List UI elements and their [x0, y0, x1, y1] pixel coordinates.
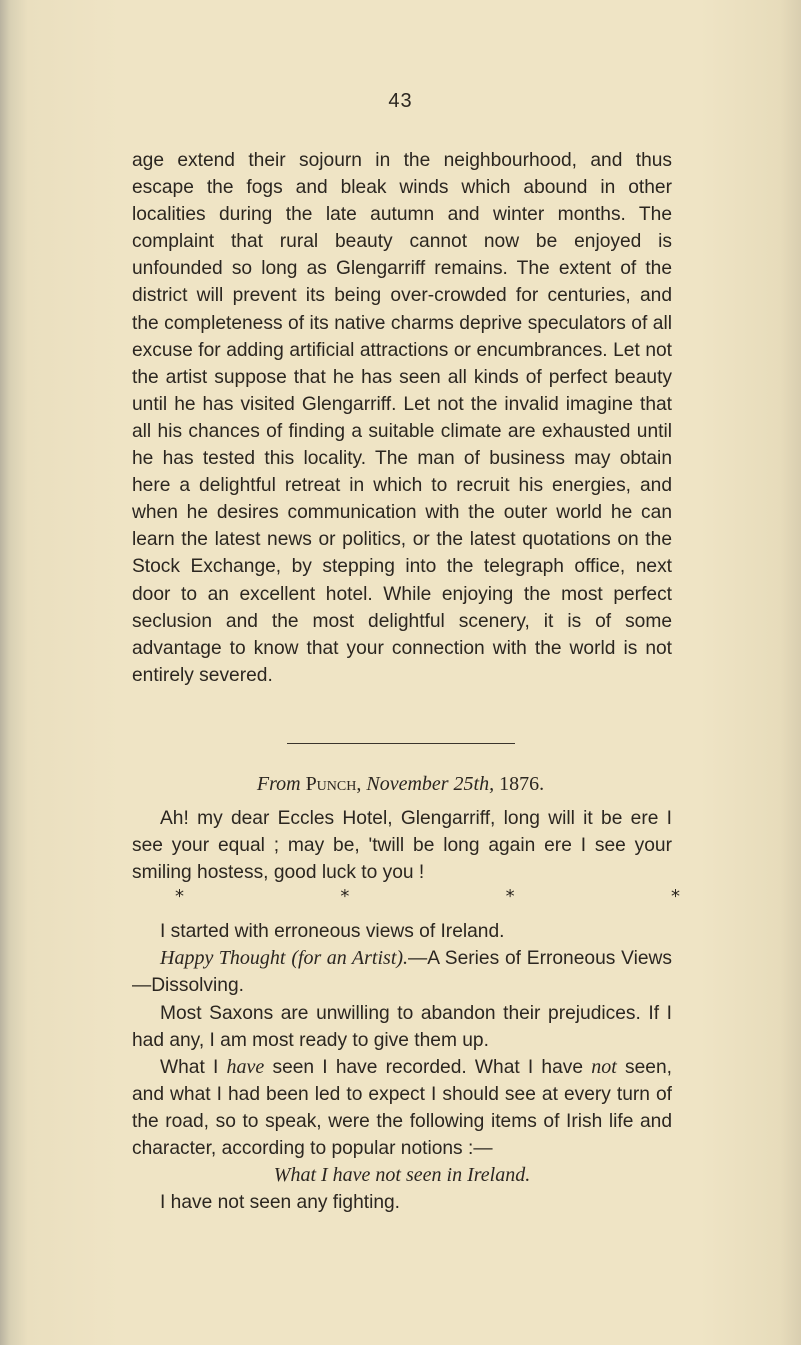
- what-part-1: What I: [160, 1056, 219, 1078]
- what-part-3: seen, and what I had been led to expect I should see at every turn of the road, so to speak, were the following items of Irish life and character, according to popular notions :—: [132, 1056, 672, 1160]
- body-text-bottom: [132, 805, 680, 1216]
- heading-from: From: [256, 773, 301, 795]
- what-have: have: [226, 1055, 265, 1078]
- happy-thought-title: Happy Thought: [160, 947, 286, 970]
- paragraph-what-i-have: [132, 1054, 672, 1162]
- what-part-2: seen I have recorded. What I have: [272, 1056, 584, 1078]
- section-heading: [0, 773, 801, 796]
- paragraph-saxons: Most Saxons are unwilling to abandon their prejudices. If I had any, I am most ready to give them up.: [132, 1002, 672, 1051]
- star-3: *: [505, 886, 515, 908]
- subheading-not-seen: What I have not seen in Ireland.: [273, 1164, 531, 1187]
- heading-date: November 25th,: [366, 773, 495, 795]
- paragraph-started: I started with erroneous views of Ireland.: [160, 921, 505, 943]
- paragraph-glengarriff: age extend their sojourn in the neighbourhood, and thus escape the fogs and bleak winds which abound in other localities during the late autumn and winter months. The complaint that rural beauty cannot now be enjoyed is unfounded so long as Glengarriff remains. The extent of the district will prevent its being over-crowded for centuries, and the completeness of its native charms deprive speculators of all excuse for adding artificial attractions or encumbrances. Let not the artist suppose that he has seen all kinds of perfect beauty until he has visited Glengarriff. Let not the invalid imagine that all his chances of finding a suitable climate are exhausted until he has tested this locality. The man of business may obtain here a delightful retreat in which to recruit his energies, and when he desires communication with the outer world he can learn the latest news or politics, or the latest quotations on the Stock Exchange, by stepping into the telegraph office, next door to an excellent hotel. While enjoying the most perfect seclusion and the most delightful scenery, it is of some advantage to know that your connection with the world is not entirely severed.: [132, 150, 672, 686]
- happy-thought-subtitle: (for an Artist).: [291, 947, 409, 970]
- star-1: *: [175, 886, 184, 908]
- asterism: [175, 886, 680, 908]
- what-not: not: [591, 1055, 617, 1078]
- paragraph-happy-thought: [132, 945, 672, 999]
- section-divider: [287, 743, 515, 744]
- star-2: *: [340, 886, 350, 908]
- paragraph-eccles-hotel: Ah! my dear Eccles Hotel, Glengarriff, long will it be ere I see your equal ; may be, 'twill be long again ere I see your smiling hostess, good luck to you !: [132, 808, 672, 884]
- body-text-top: [132, 147, 672, 689]
- star-4: *: [670, 886, 680, 908]
- happy-thought-rest: —A Series of Erroneous Views—Dissolving.: [132, 948, 672, 997]
- heading-year: 1876.: [499, 773, 545, 795]
- heading-source: Punch,: [305, 773, 362, 795]
- paragraph-fighting: I have not seen any fighting.: [160, 1192, 401, 1214]
- page-number: 43: [388, 90, 413, 112]
